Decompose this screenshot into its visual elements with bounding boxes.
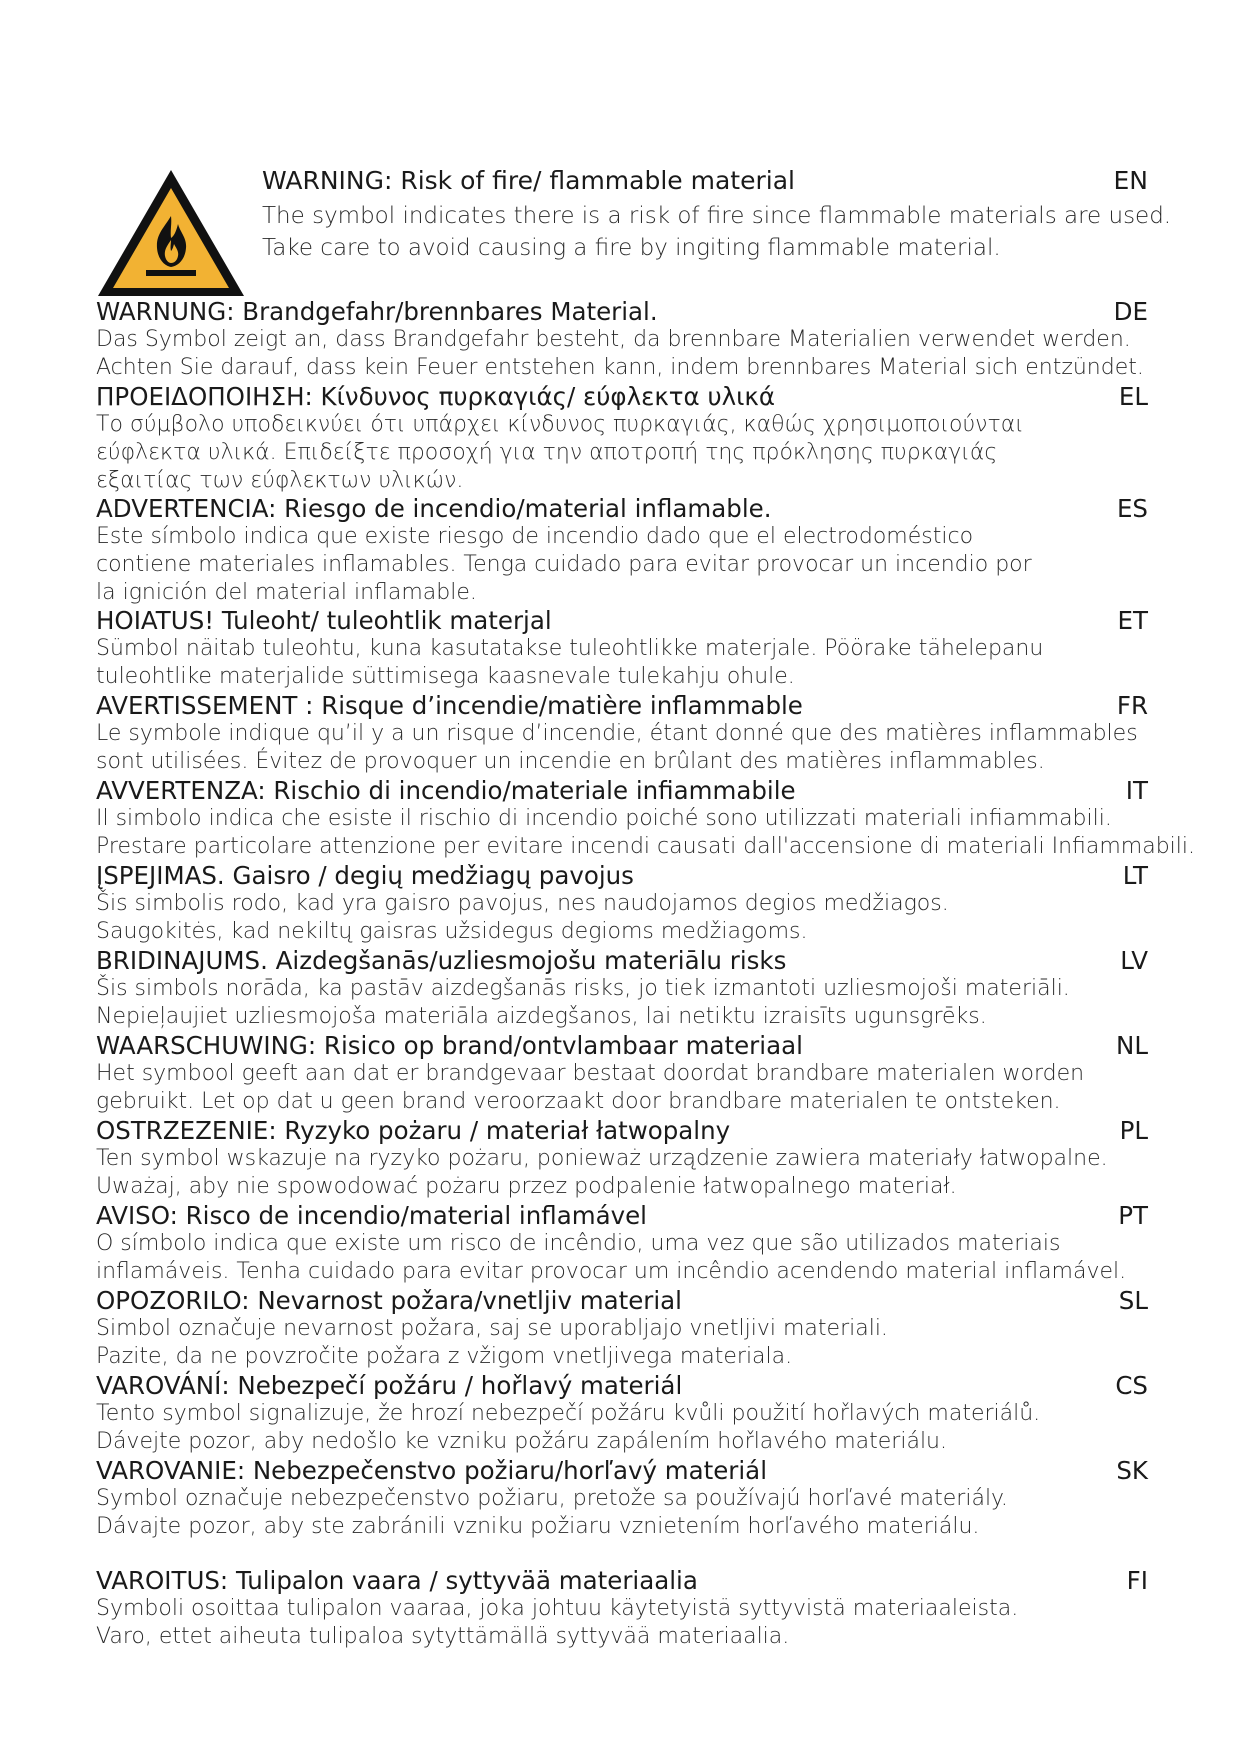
- body-line: O símbolo indica que existe um risco de incêndio, uma vez que são utilizados materiais: [96, 1231, 1061, 1256]
- section-title: OPOZORILO: Nevarnost požara/vnetljiv material: [96, 1286, 682, 1315]
- body-line: Šis simbols norāda, ka pastāv aizdegšanās risks, jo tiek izmantoti uzliesmojoši materiāli.: [96, 976, 1070, 1001]
- section-title: AVVERTENZA: Rischio di incendio/materiale infiammabile: [96, 776, 796, 805]
- section-title: ĮSPEJIMAS. Gaisro / degių medžiagų pavojus: [96, 861, 634, 890]
- body-line: Prestare particolare attenzione per evitare incendi causati dall'accensione di materiali Infiammabili.: [96, 834, 1195, 859]
- section-nl: [96, 1032, 1148, 1116]
- section-pt: [96, 1202, 1148, 1286]
- body-line: Simbol označuje nevarnost požara, saj se uporabljajo vnetljivi materiali.: [96, 1316, 888, 1341]
- body-line: gebruikt. Let op dat u geen brand veroorzaakt door brandbare materialen te ontsteken.: [96, 1089, 1061, 1114]
- language-code: NL: [1116, 1031, 1148, 1060]
- section-pl: [96, 1117, 1148, 1201]
- body-line: inflamáveis. Tenha cuidado para evitar provocar um incêndio acendendo material inflamável.: [96, 1259, 1127, 1284]
- section-es: [96, 495, 1148, 607]
- section-title: HOIATUS! Tuleoht/ tuleohtlik materjal: [96, 606, 552, 635]
- section-lt: [96, 862, 1148, 946]
- body-line: contiene materiales inflamables. Tenga cuidado para evitar provocar un incendio por: [96, 552, 1032, 577]
- body-line: Take care to avoid causing a fire by ingiting flammable material.: [262, 235, 1001, 261]
- fire-warning-icon: [94, 166, 248, 300]
- body-line: Varo, ettet aiheuta tulipaloa sytyttämällä syttyvää materiaalia.: [96, 1624, 790, 1649]
- body-line: Symboli osoittaa tulipalon vaaraa, joka johtuu käytetyistä syttyvistä materiaaleista.: [96, 1596, 1019, 1621]
- body-line: tuleohtlike materjalide süttimisega kaasnevale tulekahju ohule.: [96, 664, 795, 689]
- body-line: Sümbol näitab tuleohtu, kuna kasutatakse tuleohtlikke materjale. Pöörake tähelepanu: [96, 636, 1044, 661]
- language-code: ET: [1117, 606, 1148, 635]
- section-de: [96, 298, 1148, 382]
- section-it: [96, 776, 1195, 861]
- body-line: Achten Sie darauf, dass kein Feuer entstehen kann, indem brennbares Material sich entzündet.: [96, 355, 1144, 380]
- language-code: LT: [1122, 861, 1148, 890]
- body-line: Saugokitės, kad nekiltų gaisras užsidegus degioms medžiagoms.: [96, 919, 808, 944]
- language-code: DE: [1113, 297, 1148, 326]
- section-cs: [96, 1372, 1148, 1456]
- language-code: SL: [1118, 1286, 1148, 1315]
- section-title: AVISO: Risco de incendio/material inflamável: [96, 1201, 647, 1230]
- language-code: IT: [1125, 776, 1148, 805]
- language-code: FI: [1126, 1566, 1148, 1595]
- section-lv: [96, 947, 1148, 1031]
- language-code: EN: [1113, 166, 1148, 195]
- section-body-en: [262, 200, 1172, 264]
- section-sl: [96, 1287, 1148, 1371]
- language-code: ES: [1116, 494, 1148, 523]
- section-fi: [96, 1567, 1148, 1651]
- body-line: The symbol indicates there is a risk of fire since flammable materials are used.: [262, 203, 1172, 229]
- body-line: Tento symbol signalizuje, že hrozí nebezpečí požáru kvůli použití hořlavých materiálů.: [96, 1401, 1041, 1426]
- section-fr: [96, 692, 1148, 776]
- body-line: Este símbolo indica que existe riesgo de incendio dado que el electrodoméstico: [96, 524, 974, 549]
- body-line: εύφλεκτα υλικά. Επιδείξτε προσοχή για την αποτροπή της πρόκλησης πυρκαγιάς: [96, 440, 998, 465]
- language-code: SK: [1116, 1456, 1148, 1485]
- section-title: BRIDINAJUMS. Aizdegšanās/uzliesmojošu materiālu risks: [96, 946, 787, 975]
- body-line: Šis simbolis rodo, kad yra gaisro pavojus, nes naudojamos degios medžiagos.: [96, 891, 949, 916]
- body-line: Het symbool geeft aan dat er brandgevaar bestaat doordat brandbare materialen worden: [96, 1061, 1085, 1086]
- section-et: [96, 607, 1148, 691]
- body-line: Dávejte pozor, aby nedošlo ke vzniku požáru zapálením hořlavého materiálu.: [96, 1429, 947, 1454]
- body-line: la ignición del material inflamable.: [96, 580, 477, 605]
- body-line: Il simbolo indica che esiste il rischio di incendio poiché sono utilizzati materiali infiammabili.: [96, 806, 1112, 831]
- language-code: CS: [1115, 1371, 1148, 1400]
- body-line: Symbol označuje nebezpečenstvo požiaru, pretože sa používajú horľavé materiály.: [96, 1486, 1008, 1511]
- body-line: εξαιτίας των εύφλεκτων υλικών.: [96, 468, 464, 493]
- section-title: OSTRZEZENIE: Ryzyko pożaru / materiał łatwopalny: [96, 1116, 731, 1145]
- body-line: Uważaj, aby nie spowodować pożaru przez podpalenie łatwopalnego materiał.: [96, 1174, 957, 1199]
- section-title: WARNING: Risk of fire/ flammable material: [262, 166, 795, 195]
- section-title: WARNUNG: Brandgefahr/brennbares Material.: [96, 297, 658, 326]
- section-el: [96, 383, 1148, 495]
- section-title: ΠΡΟΕΙΔΟΠΟΙΗΣΗ: Κίνδυνος πυρκαγιάς/ εύφλεκτα υλικά: [96, 382, 776, 411]
- language-code: PL: [1119, 1116, 1148, 1145]
- language-code: FR: [1116, 691, 1148, 720]
- body-line: Le symbole indique qu’il y a un risque d’incendie, étant donné que des matières inflammables: [96, 721, 1138, 746]
- body-line: sont utilisées. Évitez de provoquer un incendie en brûlant des matières inflammables.: [96, 749, 1045, 774]
- section-title: VAROITUS: Tulipalon vaara / syttyvää materiaalia: [96, 1566, 698, 1595]
- section-header-en: [262, 166, 1148, 196]
- section-title: WAARSCHUWING: Risico op brand/ontvlambaar materiaal: [96, 1031, 803, 1060]
- body-line: Das Symbol zeigt an, dass Brandgefahr besteht, da brennbare Materialien verwendet werden.: [96, 327, 1131, 352]
- language-code: EL: [1118, 382, 1148, 411]
- body-line: Pazite, da ne povzročite požara z vžigom vnetljivega materiala.: [96, 1344, 793, 1369]
- body-line: Ten symbol wskazuje na ryzyko pożaru, ponieważ urządzenie zawiera materiały łatwopalne.: [96, 1146, 1108, 1171]
- language-code: LV: [1120, 946, 1148, 975]
- language-code: PT: [1118, 1201, 1148, 1230]
- body-line: Dávajte pozor, aby ste zabránili vzniku požiaru vznietením horľavého materiálu.: [96, 1514, 980, 1539]
- section-title: ADVERTENCIA: Riesgo de incendio/material inflamable.: [96, 494, 772, 523]
- section-title: VAROVÁNÍ: Nebezpečí požáru / hořlavý materiál: [96, 1371, 683, 1400]
- section-title: VAROVANIE: Nebezpečenstvo požiaru/horľavý materiál: [96, 1456, 767, 1485]
- body-line: Το σύμβολο υποδεικνύει ότι υπάρχει κίνδυνος πυρκαγιάς, καθώς χρησιμοποιούνται: [96, 412, 1024, 437]
- section-title: AVERTISSEMENT : Risque d’incendie/matière inflammable: [96, 691, 803, 720]
- body-line: Nepieļaujiet uzliesmojoša materiāla aizdegšanos, lai netiktu izraisīts ugunsgrēks.: [96, 1004, 987, 1029]
- section-sk: [96, 1457, 1148, 1541]
